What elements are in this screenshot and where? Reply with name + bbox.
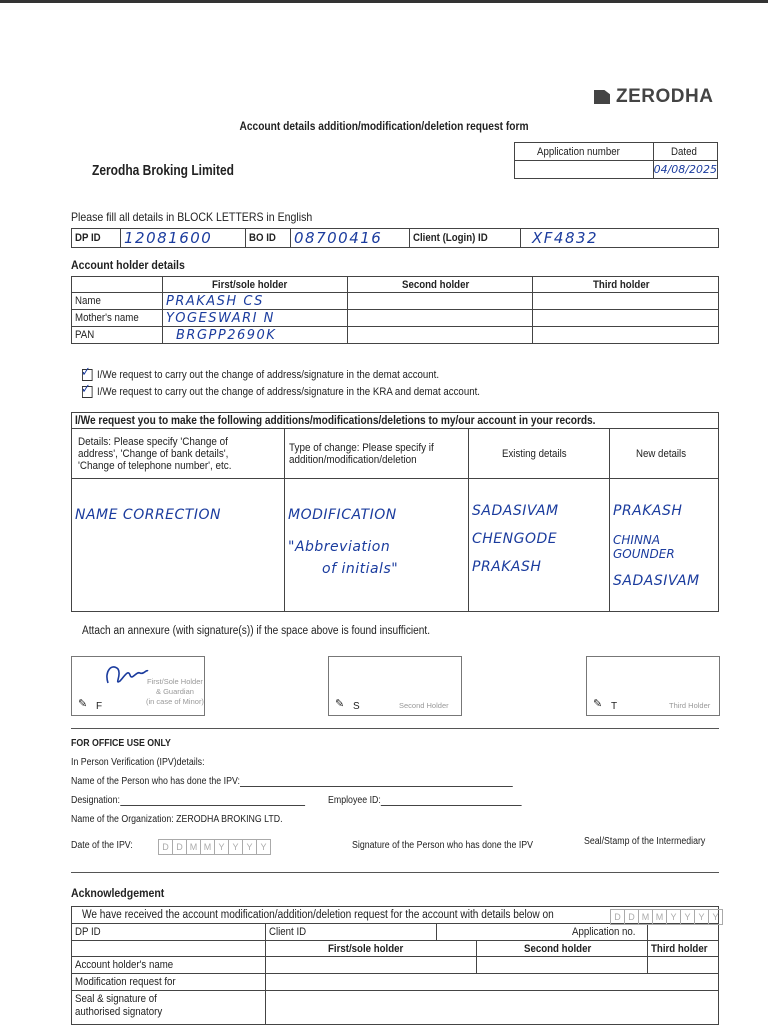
name-second[interactable] xyxy=(348,293,533,310)
ack-holder-first[interactable] xyxy=(265,957,476,974)
designation-row: Designation: xyxy=(71,795,305,806)
ipv-signature-label: Signature of the Person who has done the IPV xyxy=(352,840,534,851)
demat-checkbox[interactable] xyxy=(81,364,93,381)
name-label: Name xyxy=(72,293,163,310)
date-digit-box[interactable]: M xyxy=(186,839,201,855)
client-id-value[interactable]: XF4832 xyxy=(521,229,719,248)
col-type: Type of change: Please specify if addition/modification/deletion xyxy=(285,429,469,479)
divider-office xyxy=(71,728,719,729)
ack-seal-value[interactable] xyxy=(265,991,718,1025)
sig-s-mark: S xyxy=(353,701,360,712)
col-third-holder: Third holder xyxy=(533,277,719,293)
dp-id-value[interactable]: 12081600 xyxy=(121,229,246,248)
type-cell[interactable] xyxy=(285,479,469,612)
date-digit-box[interactable]: M xyxy=(652,909,667,925)
pan-second[interactable] xyxy=(348,327,533,344)
handwritten-signature xyxy=(102,661,152,689)
date-digit-box[interactable]: M xyxy=(200,839,215,855)
divider-ack xyxy=(71,872,719,873)
mother-third[interactable] xyxy=(533,310,719,327)
pen-icon: ✎ xyxy=(335,698,345,710)
new-line-3: SADASIVAM xyxy=(613,573,700,589)
ipv-date-boxes[interactable] xyxy=(158,837,270,855)
ack-app-no-label: Application no. xyxy=(437,924,647,941)
ack-corner xyxy=(72,941,266,957)
existing-line-2: CHENGODE xyxy=(472,531,558,547)
sig-t-label: Third Holder xyxy=(669,701,711,710)
signature-box-first[interactable] xyxy=(71,656,205,716)
form-title: Account details addition/modification/deletion request form xyxy=(239,119,529,133)
pan-label: PAN xyxy=(72,327,163,344)
ipv-details: In Person Verification (IPV)details: xyxy=(71,757,205,768)
existing-line-3: PRAKASH xyxy=(472,559,542,575)
ack-received-row: We have received the account modification/addition/deletion request for the account with details below on xyxy=(72,907,719,924)
name-third[interactable] xyxy=(533,293,719,310)
ack-dp-id[interactable]: DP ID xyxy=(72,924,266,941)
new-cell[interactable] xyxy=(610,479,719,612)
ack-title: Acknowledgement xyxy=(71,886,165,900)
mother-label: Mother's name xyxy=(72,310,163,327)
block-letters-instruction: Please fill all details in BLOCK LETTERS in English xyxy=(71,210,313,224)
changes-table xyxy=(71,412,719,612)
pan-first[interactable]: BRGPP2690K xyxy=(163,327,348,344)
col-first-holder: First/sole holder xyxy=(163,277,348,293)
type-value: MODIFICATION xyxy=(288,507,397,523)
kra-checkbox[interactable] xyxy=(81,381,93,398)
col-new: New details xyxy=(610,429,719,479)
pan-third[interactable] xyxy=(533,327,719,344)
dated-value[interactable]: 04/08/2025 xyxy=(653,161,717,179)
date-digit-box[interactable]: D xyxy=(172,839,187,855)
ipv-person-field[interactable] xyxy=(240,786,513,787)
holder-section-title: Account holder details xyxy=(71,258,185,272)
pen-icon: ✎ xyxy=(593,698,603,710)
pen-icon: ✎ xyxy=(78,698,88,710)
ack-mod-for-value[interactable] xyxy=(265,974,718,991)
signature-box-third[interactable] xyxy=(586,656,720,716)
date-digit-box[interactable]: Y xyxy=(708,909,723,925)
ack-holder-second[interactable] xyxy=(476,957,647,974)
client-id-label: Client (Login) ID xyxy=(410,229,521,248)
bo-id-label: BO ID xyxy=(246,229,291,248)
detail-cell[interactable]: NAME CORRECTION xyxy=(72,479,285,612)
sig-t-mark: T xyxy=(611,701,618,712)
existing-cell[interactable] xyxy=(469,479,610,612)
seal-stamp-label: Seal/Stamp of the Intermediary xyxy=(584,836,706,847)
changes-title: I/We request you to make the following additions/modifications/deletions to my/our account in your records. xyxy=(72,413,719,429)
date-digit-box[interactable]: Y xyxy=(694,909,709,925)
request-demat[interactable]: ✓ I/We request to carry out the change of address/signature in the demat account. xyxy=(81,364,440,381)
top-border xyxy=(0,0,768,3)
check-icon: ✓ xyxy=(81,364,91,380)
date-digit-box[interactable]: Y xyxy=(242,839,257,855)
ack-col-second: Second holder xyxy=(476,941,647,957)
sig-s-label: Second Holder xyxy=(399,701,449,710)
type-note-2: of initials" xyxy=(322,561,399,577)
organization: Name of the Organization: ZERODHA BROKING LTD. xyxy=(71,814,283,825)
ids-table xyxy=(71,228,719,248)
ack-seal-label: Seal & signature ofauthorised signatory xyxy=(72,991,266,1025)
employee-id-row: Employee ID: xyxy=(328,795,522,806)
sig-f-mark: F xyxy=(96,701,103,712)
app-number-value[interactable] xyxy=(515,161,654,179)
ack-date-boxes[interactable] xyxy=(610,907,722,925)
type-note-1: "Abbreviation xyxy=(288,539,391,555)
existing-line-1: SADASIVAM xyxy=(472,503,559,519)
dp-id-label: DP ID xyxy=(72,229,121,248)
ack-holder-third[interactable] xyxy=(647,957,718,974)
date-digit-box[interactable]: D xyxy=(624,909,639,925)
company-name: Zerodha Broking Limited xyxy=(92,162,235,179)
date-digit-box[interactable]: Y xyxy=(680,909,695,925)
ack-col-first: First/sole holder xyxy=(265,941,476,957)
holder-table xyxy=(71,276,719,344)
new-line-1: PRAKASH xyxy=(613,503,683,519)
ack-mod-for-label: Modification request for xyxy=(72,974,266,991)
ack-col-third: Third holder xyxy=(647,941,718,957)
application-table xyxy=(514,142,718,179)
ipv-date-label: Date of the IPV: xyxy=(71,840,133,851)
ack-holder-name-label: Account holder's name xyxy=(72,957,266,974)
date-digit-box[interactable]: Y xyxy=(214,839,229,855)
ack-app-no-value[interactable] xyxy=(647,924,718,941)
new-line-2: CHINNA GOUNDER xyxy=(613,533,675,561)
zerodha-logo xyxy=(594,86,713,108)
brand-name: ZERODHA xyxy=(616,86,714,107)
check-icon: ✓ xyxy=(81,381,91,397)
sig-f-label: First/Sole Holder & Guardian (in case of Minor) xyxy=(146,677,204,706)
holder-corner xyxy=(72,277,163,293)
name-first[interactable]: PRAKASH CS xyxy=(163,293,348,310)
ack-client-id[interactable]: Client ID xyxy=(265,924,436,941)
date-digit-box[interactable]: Y xyxy=(228,839,243,855)
date-digit-box[interactable]: M xyxy=(638,909,653,925)
date-digit-box[interactable]: D xyxy=(610,909,625,925)
mother-first[interactable]: YOGESWARI N xyxy=(163,310,348,327)
date-digit-box[interactable]: Y xyxy=(666,909,681,925)
bo-id-value[interactable]: 08700416 xyxy=(291,229,410,248)
signature-box-second[interactable] xyxy=(328,656,462,716)
zerodha-logo-icon xyxy=(594,90,610,104)
col-details: Details: Please specify 'Change of address', 'Change of bank details', 'Change of telephone number', etc. xyxy=(72,429,285,479)
date-digit-box[interactable]: Y xyxy=(256,839,271,855)
mother-second[interactable] xyxy=(348,310,533,327)
office-title: FOR OFFICE USE ONLY xyxy=(71,738,171,749)
designation-field[interactable] xyxy=(120,805,305,806)
col-existing: Existing details xyxy=(469,429,610,479)
col-second-holder: Second holder xyxy=(348,277,533,293)
dated-label: Dated xyxy=(653,143,717,161)
app-number-label: Application number xyxy=(515,143,654,161)
annexure-note: Attach an annexure (with signature(s)) if the space above is found insufficient. xyxy=(82,625,431,637)
date-digit-box[interactable]: D xyxy=(158,839,173,855)
ipv-person-row: Name of the Person who has done the IPV: xyxy=(71,776,513,787)
employee-id-field[interactable] xyxy=(381,805,522,806)
request-kra[interactable]: ✓ I/We request to carry out the change of address/signature in the KRA and demat account. xyxy=(81,381,480,398)
